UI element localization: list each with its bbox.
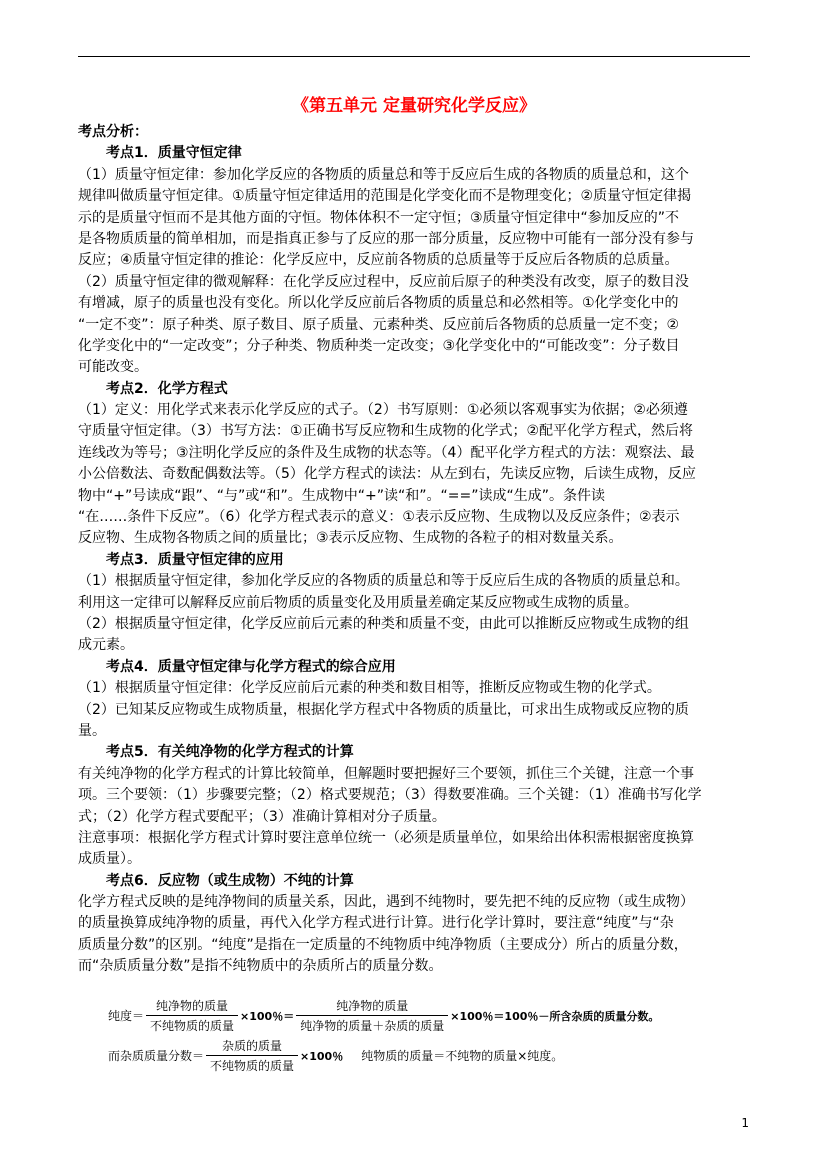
paragraph-line: 守质量守恒定律。（3）书写方法：①正确书写反应物和生成物的化学式；②配平化学方程式，然后将 (78, 423, 694, 440)
paragraph-line: 规律叫做质量守恒定律。①质量守恒定律适用的范围是化学变化而不是物理变化；②质量守恒定律揭 (78, 188, 692, 205)
paragraph-line: 反应；④质量守恒定律的推论：化学反应中，反应前各物质的总质量等于反应后各物质的总质量。 (78, 252, 679, 269)
paragraph-line: 小公倍数法、奇数配偶数法等。（5）化学方程式的读法：从左到右，先读反应物，后读生成物，反应 (78, 466, 696, 483)
paragraph-line: 反应物、生成物各物质之间的质量比；③表示反应物、生成物的各粒子的相对数量关系。 (78, 530, 623, 547)
fraction-numerator: 杂质的质量 (222, 1039, 283, 1053)
paragraph-line: （2）已知某反应物或生成物质量，根据化学方程式中各物质的质量比，可求出生成物或反应物的质 (78, 701, 689, 718)
paragraph-line: 成元素。 (78, 637, 134, 654)
page-number: 1 (741, 1116, 749, 1130)
fraction-pure-over-impure (146, 997, 238, 1034)
pure-mass-formula: 纯物质的质量＝不纯物的质量×纯度。 (361, 1049, 564, 1063)
sections-container (78, 143, 750, 977)
paragraph-line: 利用这一定律可以解释反应前后物质的质量变化及用质量差确定某反应物或生成物的质量。 (78, 594, 638, 611)
paragraph-line: （1）根据质量守恒定律，参加化学反应的各物质的质量总和等于反应后生成的各物质的质量总和。 (78, 573, 689, 590)
paragraph-line: 注意事项：根据化学方程式计算时要注意单位统一（必须是质量单位，如果给出体积需根据密度换算 (78, 829, 694, 846)
fraction-denominator: 不纯物质的质量 (146, 1015, 238, 1034)
document-body (78, 122, 750, 978)
fraction-pure-over-sum (296, 997, 448, 1034)
section-heading: 考点4．质量守恒定律与化学方程式的综合应用 (106, 658, 396, 675)
formula-tail: ×100％＝100％－所含杂质的质量分数。 (450, 1009, 660, 1023)
paragraph-line: 式；（2）化学方程式要配平；（3）准确计算相对分子质量。 (78, 808, 446, 825)
paragraph-line: 有增减，原子的质量也没有变化。所以化学反应前后各物质的质量总和必然相等。①化学变化中的 (78, 295, 679, 312)
paragraph-line: “一定不变”：原子种类、原子数目、原子质量、元素种类、反应前后各物质的总质量一定不变；② (78, 316, 680, 333)
section-heading: 考点3．质量守恒定律的应用 (106, 551, 284, 568)
paragraph-line: （1）定义：用化学式来表示化学反应的式子。（2）书写原则：①必须以客观事实为依据；②必须遵 (78, 402, 688, 419)
paragraph-line: 示的是质量守恒而不是其他方面的守恒。物体体积不一定守恒；③质量守恒定律中“参加反应的”不 (78, 209, 680, 226)
paragraph-line: “在……条件下反应”。（6）化学方程式表示的意义：①表示反应物、生成物以及反应条件；②表示 (78, 509, 680, 526)
section-heading: 考点2．化学方程式 (106, 380, 228, 397)
impurity-lhs: 而杂质质量分数＝ (108, 1049, 205, 1063)
paragraph-line: 而“杂质质量分数”是指不纯物质中的杂质所占的质量分数。 (78, 958, 443, 975)
section-heading: 考点5．有关纯净物的化学方程式的计算 (106, 744, 354, 761)
fraction-numerator: 纯净物的质量 (156, 999, 229, 1013)
analysis-label: 考点分析： (78, 124, 148, 140)
paragraph-line: （2）根据质量守恒定律，化学反应前后元素的种类和质量不变，由此可以推断反应物或生成物的组 (78, 615, 689, 632)
section-heading: 考点1．质量守恒定律 (106, 145, 242, 162)
paragraph-line: 可能改变。 (78, 359, 148, 376)
paragraph-line: 质质量分数”的区别。“纯度”是指在一定质量的不纯物质中纯净物质（主要成分）所占的质量分数， (78, 936, 688, 953)
fraction-impurity-over-impure (206, 1037, 298, 1074)
paragraph-line: 化学变化中的“一定改变”；分子种类、物质种类一定改变；③化学变化中的“可能改变”：分子数目 (78, 337, 680, 354)
paragraph-line: 有关纯净物的化学方程式的计算比较简单，但解题时要把握好三个要领，抓住三个关键，注意一个事 (78, 765, 694, 782)
paragraph-line: （1）质量守恒定律：参加化学反应的各物质的质量总和等于反应后生成的各物质的质量总和，这个 (78, 166, 689, 183)
paragraph-line: 化学方程式反映的是纯净物间的质量关系，因此，遇到不纯物时，要先把不纯的反应物（或生成物） (78, 894, 694, 911)
paragraph-line: 是各物质质量的简单相加，而是指真正参与了反应的那一部分质量，反应物中可能有一部分没有参与 (78, 230, 694, 247)
paragraph-line: 连线改为等号；③注明化学反应的条件及生成物的状态等。（4）配平化学方程式的方法：观察法、最 (78, 444, 695, 461)
paragraph-line: （2）质量守恒定律的微观解释：在化学反应过程中，反应前后原子的种类没有改变，原子的数目没 (78, 273, 689, 290)
purity-lhs: 纯度＝ (108, 1009, 145, 1023)
section-heading: 考点6．反应物（或生成物）不纯的计算 (106, 872, 354, 889)
paragraph-line: 项。三个要领：（1）步骤要完整；（2）格式要规范；（3）得数要准确。三个关键：（1）准确书写化学 (78, 787, 702, 804)
paragraph-line: 量。 (78, 722, 106, 739)
impurity-formula (108, 1037, 563, 1074)
paragraph-line: 物中“+”号读成“跟”、“与”或“和”。生成物中“+”读“和”。“==”读成“生成”。条件读 (78, 487, 605, 504)
paragraph-line: 成质量）。 (78, 851, 141, 868)
times-100-equals: ×100％＝ (240, 1009, 295, 1023)
paragraph-line: 的质量换算成纯净物的质量，再代入化学方程式进行计算。进行化学计算时，要注意“纯度”与“杂 (78, 915, 674, 932)
paragraph-line: （1）根据质量守恒定律：化学反应前后元素的种类和数目相等，推断反应物或生物的化学式。 (78, 680, 661, 697)
fraction-denominator: 纯净物的质量＋杂质的质量 (296, 1015, 448, 1034)
fraction-denominator: 不纯物质的质量 (206, 1055, 298, 1074)
times-100: ×100％ (300, 1049, 344, 1063)
header-rule (78, 56, 750, 57)
fraction-numerator: 纯净物的质量 (336, 999, 409, 1013)
document-title: 《第五单元 定量研究化学反应》 (292, 96, 536, 116)
purity-formula (108, 997, 659, 1034)
